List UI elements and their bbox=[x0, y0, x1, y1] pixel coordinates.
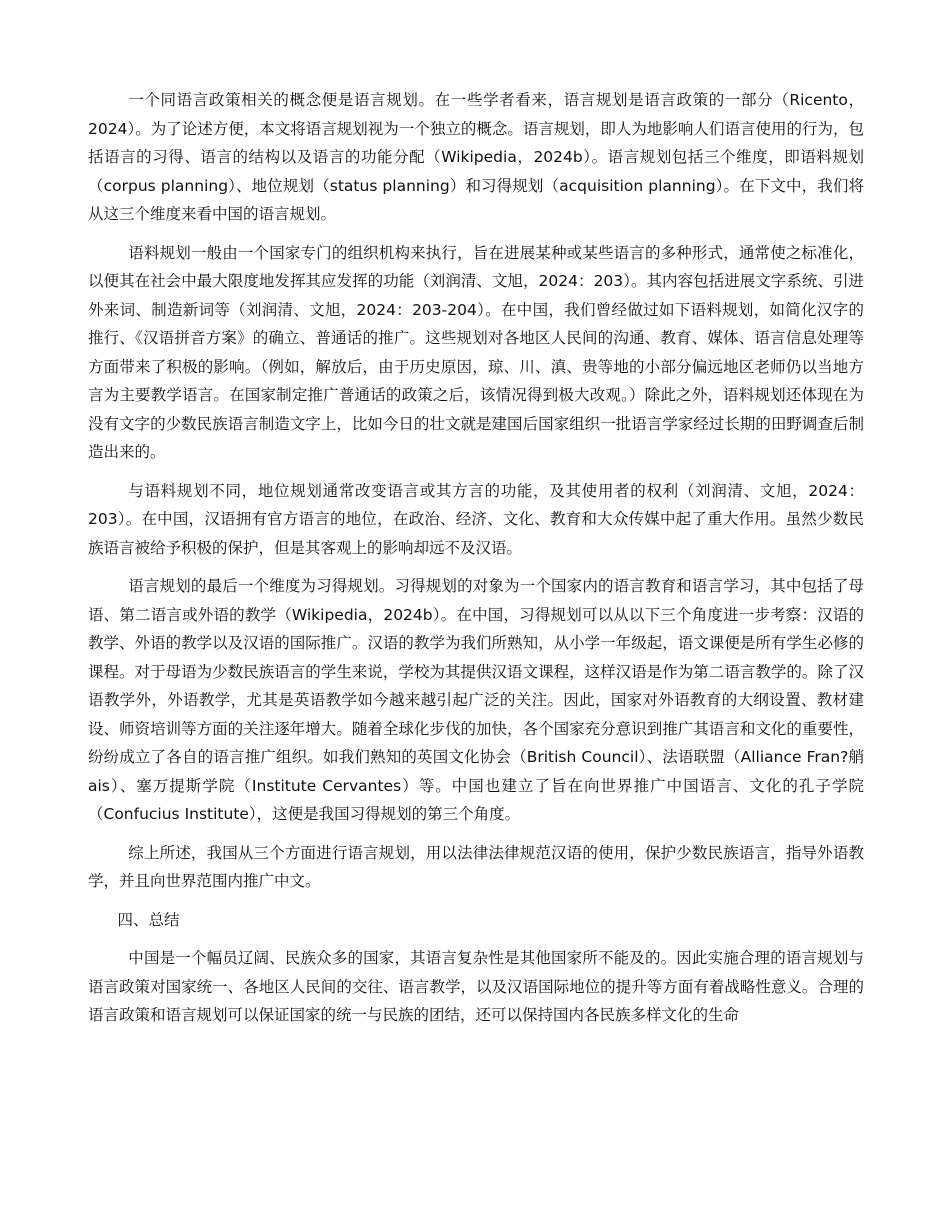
section-heading-conclusion: 四、总结 bbox=[117, 910, 180, 929]
paragraph-corpus-planning: 语料规划一般由一个国家专门的组织机构来执行，旨在进展某种或某些语言的多种形式，通常使之标准化，以便其在社会中最大限度地发挥其应发挥的功能（刘润清、文旭，2024：203）。其内容包括进展文字系统、引进外来词、制造新词等（刘润清、文旭，2024：203-204）。在中国，我们曾经做过如下语料规划，如简化汉字的推行、《汉语拼音方案》的确立、普通话的推广。这些规划对各地区人民间的沟通、教育、媒体、语言信息处理等方面带来了积极的影响。（例如，解放后，由于历史原因，琼、川、滇、贵等地的小部分偏远地区老师仍以当地方言为主要教学语言。在国家制定推广普通话的政策之后，该情况得到极大改观。）除此之外，语料规划还体现在为没有文字的少数民族语言制造文字上，比如今日的壮文就是建国后国家组织一批语言学家经过长期的田野调查后制造出来的。 bbox=[88, 243, 864, 461]
paragraph-status-planning: 与语料规划不同，地位规划通常改变语言或其方言的功能，及其使用者的权利（刘润清、文旭，2024：203）。在中国，汉语拥有官方语言的地位，在政治、经济、文化、教育和大众传媒中起了重大作用。虽然少数民族语言被给予积极的保护，但是其客观上的影响却远不及汉语。 bbox=[88, 481, 864, 557]
paragraph-summary: 综上所述，我国从三个方面进行语言规划，用以法律法律规范汉语的使用，保护少数民族语言，指导外语教学，并且向世界范围内推广中文。 bbox=[88, 843, 864, 890]
paragraph-language-planning-intro: 一个同语言政策相关的概念便是语言规划。在一些学者看来，语言规划是语言政策的一部分（Ricento，2024）。为了论述方便，本文将语言规划视为一个独立的概念。语言规划，即人为地影响人们语言使用的行为，包括语言的习得、语言的结构以及语言的功能分配（Wikipedia，2024b）。语言规划包括三个维度，即语料规划（corpus planning）、地位规划（status planning）和习得规划（acquisition planning）。在下文中，我们将从这三个维度来看中国的语言规划。 bbox=[88, 91, 864, 223]
document-body bbox=[88, 86, 864, 1040]
paragraph-acquisition-planning: 语言规划的最后一个维度为习得规划。习得规划的对象为一个国家内的语言教育和语言学习，其中包括了母语、第二语言或外语的教学（Wikipedia，2024b）。在中国，习得规划可以从以下三个角度进一步考察：汉语的教学、外语的教学以及汉语的国际推广。汉语的教学为我们所熟知，从小学一年级起，语文课便是所有学生必修的课程。对于母语为少数民族语言的学生来说，学校为其提供汉语文课程，这样汉语是作为第二语言教学的。除了汉语教学外，外语教学，尤其是英语教学如今越来越引起广泛的关注。因此，国家对外语教育的大纲设置、教材建设、师资培训等方面的关注逐年增大。随着全球化步伐的加快，各个国家充分意识到推广其语言和文化的重要性，纷纷成立了各自的语言推广组织。如我们熟知的英国文化协会（British Council）、法语联盟（Alliance Fran?艄 ais）、塞万提斯学院（Institute Cervantes）等。中国也建立了旨在向世界推广中国语言、文化的孔子学院（Confucius Institute），这便是我国习得规划的第三个角度。 bbox=[88, 577, 864, 823]
paragraph-conclusion: 中国是一个幅员辽阔、民族众多的国家，其语言复杂性是其他国家所不能及的。因此实施合理的语言规划与语言政策对国家统一、各地区人民间的交往、语言教学，以及汉语国际地位的提升等方面有着战略性意义。合理的语言政策和语言规划可以保证国家的统一与民族的团结，还可以保持国内各民族多样文化的生命 bbox=[88, 949, 864, 1024]
